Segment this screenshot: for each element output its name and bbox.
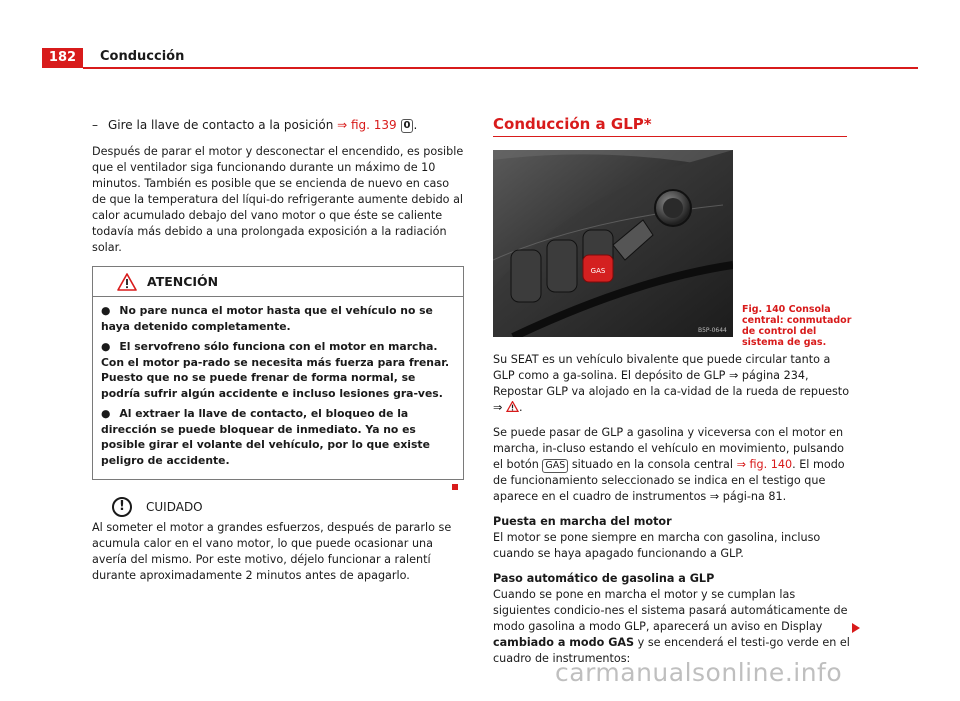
step-end: . <box>413 118 418 132</box>
page-header <box>42 48 918 68</box>
caution-block <box>92 496 464 584</box>
section-title: Conducción a GLP* <box>493 115 652 133</box>
bullet: ● <box>101 407 111 420</box>
step-text: Gire la llave de contacto a la posición <box>108 118 338 132</box>
left-column <box>92 116 464 593</box>
header-rule <box>83 67 918 69</box>
caution-title: CUIDADO <box>146 500 203 514</box>
fan-paragraph: Después de parar el motor y desconectar el encendido, es posible que el ventilador siga funcionando durante un máximo de 10 minutos. También es posible que se encienda de nuevo en caso de que la temperatura del líqui-do refrigerante aumente debido al calor acumulado debajo del vano motor o que éste se caliente todavía más debido a una prolongada exposición a la radiación solar. <box>92 145 464 254</box>
right-column-header <box>493 116 849 137</box>
warning-box <box>92 266 464 480</box>
warning-body <box>93 297 463 479</box>
subheading-auto-switch: Paso automático de gasolina a GLP <box>493 572 715 585</box>
figure-caption: Fig. 140 Consola central: conmutador de control del sistema de gas. <box>742 304 852 348</box>
caution-text: Al someter el motor a grandes esfuerzos, después de pararlo se acumula calor en el vano motor, lo que puede ocasionar una avería del mismo. Por este motivo, déjelo funcionar a ralentí durante aproximadamente 2 minutos antes de apagarlo. <box>92 521 452 582</box>
subheading-start: Puesta en marcha del motor <box>493 515 672 528</box>
warning-item: ● Al extraer la llave de contacto, el bloqueo de la dirección se puede bloquear de inmediato. Ya no es posible girar el volante del vehículo, por lo que existe peligro de accidente. <box>101 407 430 467</box>
ignition-position-key: 0 <box>401 119 414 133</box>
lpg-intro: Su SEAT es un vehículo bivalente que puede circular tanto a GLP como a ga-solina. El depósito de GLP ⇒ página 234, Repostar GLP va alojado en la ca-vidad de la rueda de repuesto ⇒ . <box>493 353 850 414</box>
console-illustration <box>493 150 733 337</box>
step-dash: – <box>92 118 98 132</box>
section-rule <box>493 136 847 137</box>
gas-key: GAS <box>542 459 568 473</box>
warning-header <box>93 267 463 297</box>
figure-link[interactable]: ⇒ fig. 140 <box>736 458 793 471</box>
display-message: cambiado a modo GAS <box>493 636 635 649</box>
console-photo <box>493 150 733 337</box>
warning-item: ● El servofreno sólo funciona con el motor en marcha. Con el motor pa-rado se necesita más fuerza para frenar. Puesto que no se puede frenar de forma normal, se podría sufrir algún accidente e incluso lesiones gra-ves. <box>101 340 450 400</box>
warning-triangle-icon <box>117 273 137 291</box>
caution-header <box>92 496 464 518</box>
bullet: ● <box>101 340 111 353</box>
exclamation-circle-icon: ! <box>112 497 132 517</box>
warning-item: ● No pare nunca el motor hasta que el vehículo no se haya detenido completamente. <box>101 304 433 333</box>
section-end-mark <box>452 484 458 490</box>
gas-button-label: GAS <box>590 267 606 275</box>
warning-triangle-icon <box>506 401 519 412</box>
figure-link[interactable]: ⇒ fig. 139 <box>337 118 397 132</box>
chapter-title: Conducción <box>100 49 185 64</box>
start-paragraph: El motor se pone siempre en marcha con gasolina, incluso cuando se haya apagado funcionando a GLP. <box>493 531 821 560</box>
switch-paragraph: Se puede pasar de GLP a gasolina y viceversa con el motor en marcha, in-cluso estando el vehículo en movimiento, pulsando el botón GAS situado en la consola central ⇒ fig. 140. El modo de funcionamiento seleccionado se indica en el testigo que aparece en el cuadro de instrumentos ⇒ pági-na 81. <box>493 426 845 503</box>
instruction-step <box>92 116 464 134</box>
watermark: carmanualsonline.info <box>555 658 843 687</box>
auto-switch-paragraph: Cuando se pone en marcha el motor y se cumplan las siguientes condicio-nes el sistema pasará automáticamente de modo gasolina a modo GLP, aparecerá un aviso en Display cambiado a modo GAS y se encenderá el testi-go verde en el cuadro de instrumentos: <box>493 588 850 665</box>
figure-code: B5P-0644 <box>698 327 727 334</box>
warning-title: ATENCIÓN <box>147 273 219 289</box>
bullet: ● <box>101 304 111 317</box>
page-number: 182 <box>42 48 83 68</box>
continue-arrow-icon <box>852 623 860 633</box>
right-column-body <box>493 352 851 676</box>
